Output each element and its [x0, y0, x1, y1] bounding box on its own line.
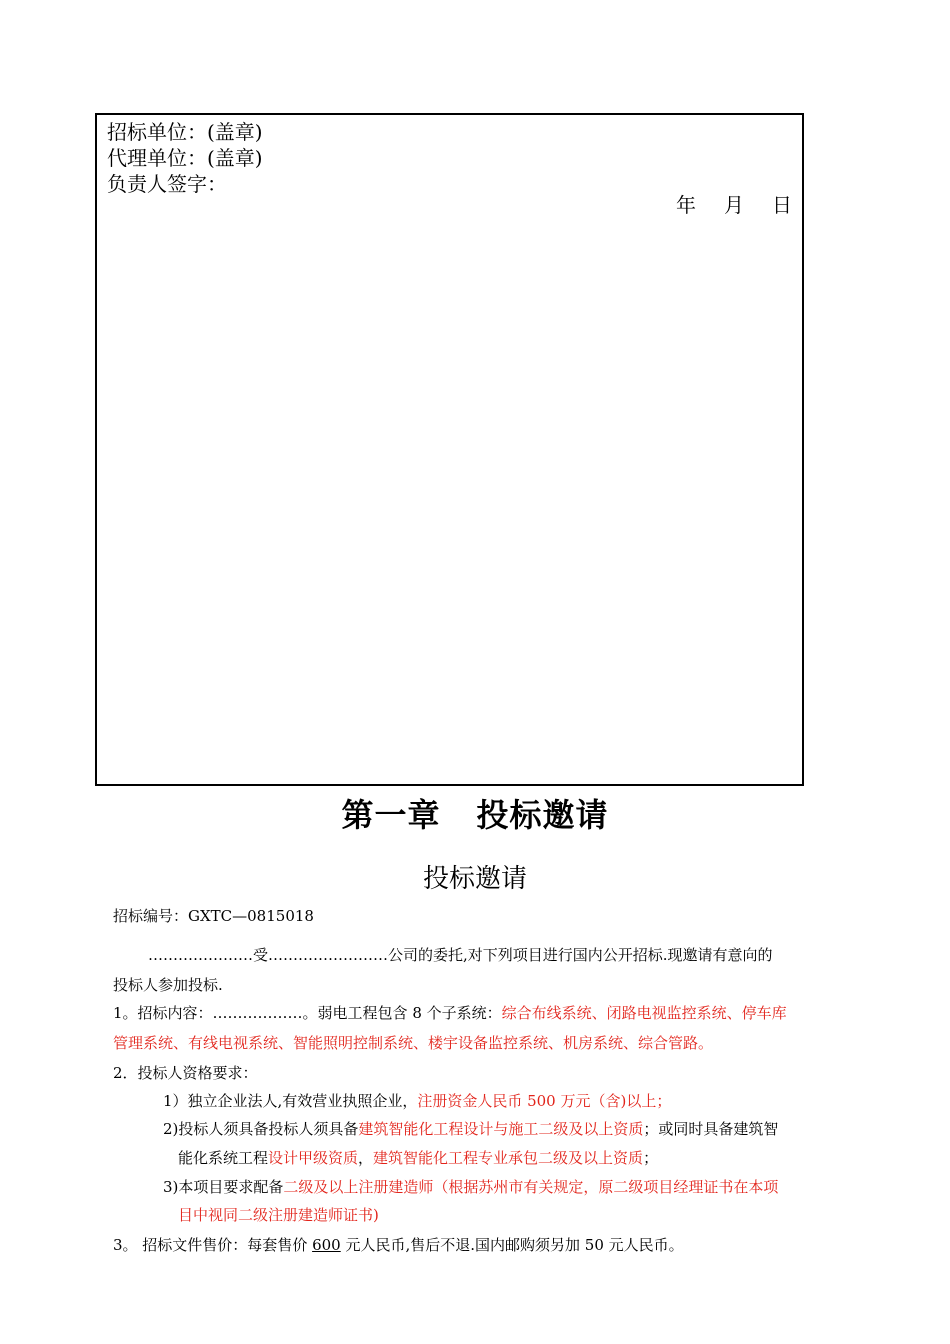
requirement-3-text: 3)本项目要求配备 [163, 1178, 284, 1196]
date-line [676, 192, 792, 218]
chapter-title: 投标邀请 [476, 796, 609, 834]
intro-line-1: …………………受……………………公司的委托,对下列项目进行国内公开招标.现邀请有意向的 [148, 946, 773, 964]
requirement-3-cont: 目中视同二级注册建造师证书) [178, 1206, 379, 1224]
responsible-signature: 负责人签字： [107, 172, 227, 196]
requirement-2 [163, 1120, 778, 1138]
requirement-2-red-b: 建筑智能化工程专业承包二级及以上资质 [373, 1149, 644, 1167]
item-3-price-value: 600 [312, 1236, 341, 1254]
requirement-3 [163, 1178, 778, 1196]
requirement-2-red-a: 设计甲级资质 [268, 1149, 359, 1167]
requirement-2-sep: ， [358, 1149, 374, 1167]
item-3-prefix: 3。 招标文件售价：每套售价 [113, 1236, 313, 1254]
signature-box [95, 113, 804, 786]
requirement-2-cont [178, 1149, 658, 1167]
chapter-number: 第一章 [341, 796, 441, 834]
date-day: 日 [772, 193, 792, 217]
requirement-2-text: 2)投标人须具备投标人须具备 [163, 1120, 359, 1138]
agent-unit-seal: 代理单位：(盖章) [107, 146, 263, 170]
date-month: 月 [724, 193, 744, 217]
item-1-line-2: 管理系统、有线电视系统、智能照明控制系统、楼宇设备监控系统、机房系统、综合管路。 [113, 1034, 714, 1052]
section-subtitle: 投标邀请 [422, 864, 527, 894]
requirement-2-cont-text: 能化系统工程 [178, 1149, 269, 1167]
tender-number: 招标编号：GXTC—0815018 [113, 907, 314, 925]
bidder-unit-seal: 招标单位：(盖章) [107, 120, 263, 144]
requirement-2-cont-tail: ； [643, 1149, 659, 1167]
item-1-systems-red: 综合布线系统、闭路电视监控系统、停车库 [501, 1004, 787, 1022]
item-3-suffix: 元人民币,售后不退.国内邮购须另加 50 元人民币。 [340, 1236, 684, 1254]
intro-line-2: 投标人参加投标. [113, 976, 223, 994]
item-1-line-1 [113, 1004, 787, 1022]
requirement-2-red: 建筑智能化工程设计与施工二级及以上资质 [358, 1120, 644, 1138]
chapter-heading [0, 790, 950, 836]
item-3-price [113, 1236, 684, 1254]
requirement-1 [163, 1092, 671, 1110]
item-2-heading: 2．投标人资格要求： [113, 1064, 258, 1082]
requirement-2-tail: ；或同时具备建筑智 [643, 1120, 779, 1138]
requirement-1-red: 注册资金人民币 500 万元（含)以上； [417, 1092, 672, 1110]
date-year: 年 [676, 193, 696, 217]
requirement-3-red: 二级及以上注册建造师（根据苏州市有关规定，原二级项目经理证书在本项 [283, 1178, 779, 1196]
requirement-1-text: 1）独立企业法人,有效营业执照企业， [163, 1092, 418, 1110]
item-1-prefix: 1。招标内容：………………。弱电工程包含 8 个子系统： [113, 1004, 502, 1022]
